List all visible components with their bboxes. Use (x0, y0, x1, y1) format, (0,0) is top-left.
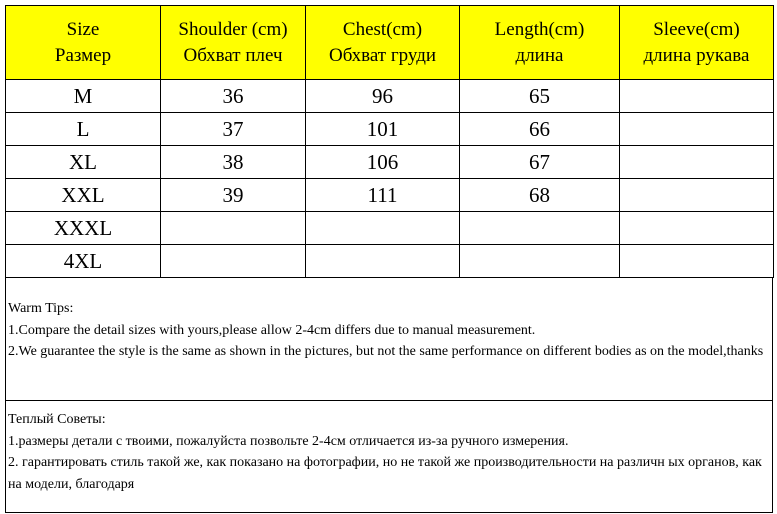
size-cell: XXXL (6, 212, 161, 245)
shoulder-cell: 36 (161, 80, 306, 113)
sleeve-cell (620, 179, 774, 212)
shoulder-cell: 38 (161, 146, 306, 179)
tips-line: 2. гарантировать стиль такой же, как показано на фотографии, но не такой же производительности на различн ых органов, как на модели, благодаря (8, 455, 762, 492)
chest-cell (306, 212, 460, 245)
length-cell: 67 (460, 146, 620, 179)
tips-line: 1.Compare the detail sizes with yours,please allow 2-4cm differs due to manual measurement. (8, 322, 536, 338)
size-cell: L (6, 113, 161, 146)
size-cell: M (6, 80, 161, 113)
header-row (6, 6, 774, 80)
sleeve-cell (620, 113, 774, 146)
size-cell: XXL (6, 179, 161, 212)
size-cell: 4XL (6, 245, 161, 278)
size-cell: XL (6, 146, 161, 179)
table-row (6, 113, 774, 146)
shoulder-cell (161, 212, 306, 245)
sleeve-cell (620, 245, 774, 278)
table-row (6, 146, 774, 179)
chest-cell (306, 245, 460, 278)
length-cell: 65 (460, 80, 620, 113)
sleeve-cell (620, 146, 774, 179)
tips-title: Warm Tips: (8, 301, 74, 316)
chest-cell: 111 (306, 179, 460, 212)
length-cell (460, 245, 620, 278)
chest-cell: 106 (306, 146, 460, 179)
shoulder-cell: 37 (161, 113, 306, 146)
tips-title: Теплый Советы: (8, 412, 106, 427)
table-row (6, 245, 774, 278)
chest-cell: 101 (306, 113, 460, 146)
header-size: Size Размер (6, 6, 161, 80)
header-sleeve: Sleeve(cm) длина рукава (620, 6, 774, 80)
header-length: Length(cm) длина (460, 6, 620, 80)
shoulder-cell (161, 245, 306, 278)
shoulder-cell: 39 (161, 179, 306, 212)
table-row (6, 179, 774, 212)
header-shoulder: Shoulder (cm) Обхват плеч (161, 6, 306, 80)
chest-cell: 96 (306, 80, 460, 113)
size-table (5, 5, 774, 278)
table-row (6, 212, 774, 245)
length-cell: 66 (460, 113, 620, 146)
size-chart (5, 5, 773, 510)
sleeve-cell (620, 80, 774, 113)
length-cell (460, 212, 620, 245)
tips-line: 1.размеры детали с твоими, пожалуйста позвольте 2-4см отличается из-за ручного измерения. (8, 433, 569, 449)
tips-line: 2.We guarantee the style is the same as shown in the pictures, but not the same performance on different bodies as on the model,thanks (8, 344, 764, 359)
warm-tips-english (5, 277, 773, 401)
table-row (6, 80, 774, 113)
length-cell: 68 (460, 179, 620, 212)
header-chest: Chest(cm) Обхват груди (306, 6, 460, 80)
sleeve-cell (620, 212, 774, 245)
warm-tips-russian (5, 401, 773, 513)
